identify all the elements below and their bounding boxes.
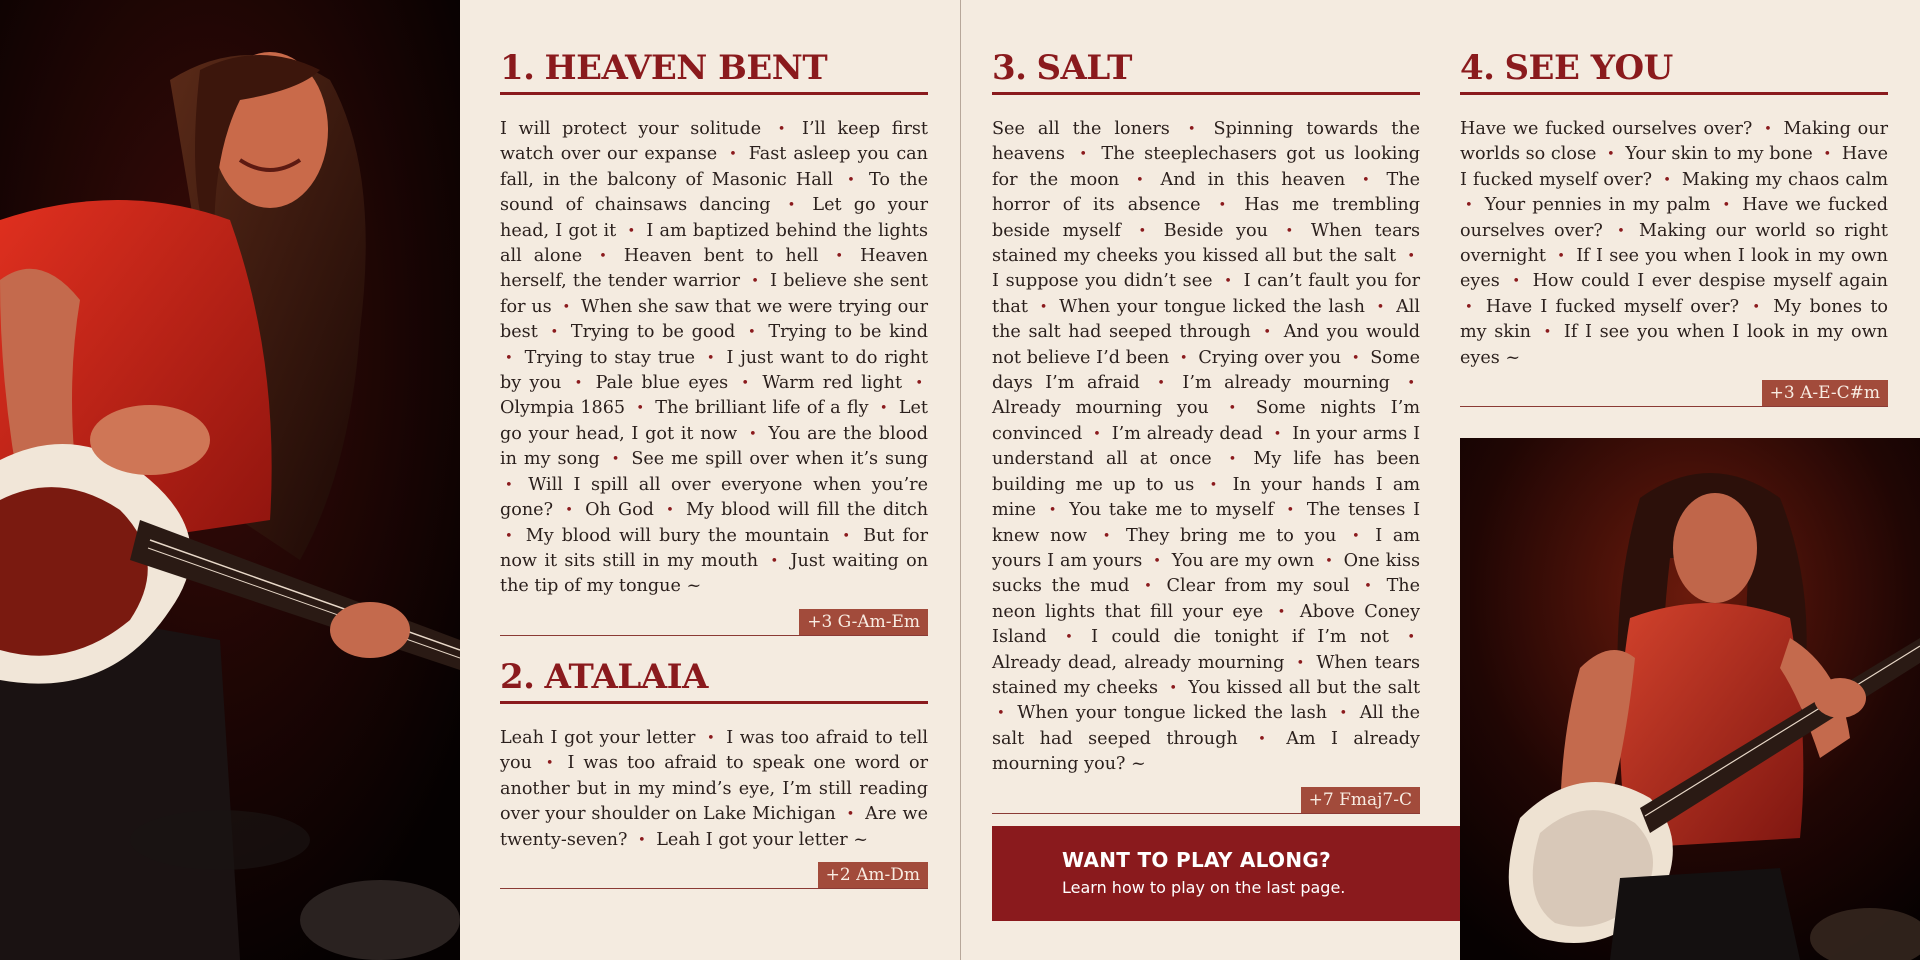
lyric-line: The horror of its absence (992, 169, 1421, 216)
bullet-separator: • (1187, 122, 1196, 137)
bullet-separator: • (1153, 553, 1161, 569)
bullet-separator: • (1512, 274, 1521, 290)
bullet-separator: • (599, 249, 607, 265)
chord-badge: +7 Fmaj7-C (1301, 787, 1420, 813)
lyric-line: Oh God (585, 500, 654, 521)
bullet-separator: • (666, 503, 674, 519)
chords-row (992, 786, 1420, 814)
lyric-line: Trying to be good (570, 322, 736, 343)
lyric-line: When she saw that we were trying our best (500, 296, 929, 343)
song-lyrics (500, 726, 928, 853)
cta-subtitle: Learn how to play on the last page. (1062, 878, 1346, 897)
chord-badge: +2 Am-Dm (818, 862, 928, 888)
lyric-line: The steeplechasers got us looking for the moon (992, 144, 1420, 190)
bullet-separator: • (636, 401, 645, 417)
lyric-line: Are we twenty-seven? (500, 804, 928, 850)
bullet-separator: • (1407, 630, 1416, 646)
lyric-line: When tears stained my cheeks (992, 652, 1421, 698)
lyric-line: I am baptized behind the lights all alone (500, 220, 929, 267)
bullet-separator: • (1179, 350, 1188, 366)
lyric-line: See me spill over when it’s sung (631, 449, 928, 470)
song-lyrics (500, 117, 928, 600)
bullet-separator: • (1362, 172, 1370, 188)
lyric-line: You kissed all but the salt (1188, 677, 1421, 698)
bullet-separator: • (1376, 299, 1385, 315)
bullet-separator: • (1285, 223, 1294, 239)
chords-row (1460, 379, 1888, 407)
song-title: 2. ATALAIA (500, 657, 928, 704)
bullet-separator: • (1407, 376, 1415, 392)
bullet-separator: • (1543, 325, 1552, 341)
lyric-line: Have we fucked ourselves over? (1460, 195, 1889, 241)
lyric-line: Beside you (1163, 220, 1268, 241)
guitarist-photo-right (1460, 438, 1920, 960)
lyric-line: And you would not believe I’d been (992, 322, 1420, 368)
photo-left (0, 0, 460, 960)
song-lyrics (992, 117, 1420, 778)
bullet-separator: • (770, 553, 779, 569)
bullet-separator: • (1093, 426, 1101, 442)
lyric-line: You are my own (1171, 550, 1315, 571)
bullet-separator: • (1065, 630, 1073, 646)
bullet-separator: • (1351, 350, 1360, 366)
bullet-separator: • (505, 350, 513, 366)
lyric-line: I’m already mourning (1182, 373, 1390, 394)
song-title: 3. SALT (992, 48, 1420, 95)
bullet-separator: • (729, 147, 737, 163)
bullet-separator: • (842, 528, 851, 544)
bullet-separator: • (1079, 147, 1087, 163)
lyric-line: Your pennies in my palm (1484, 195, 1711, 216)
lyric-line: Clear from my soul (1166, 576, 1350, 597)
bullet-separator: • (748, 426, 757, 442)
lyric-line: Already dead, already mourning (992, 652, 1285, 673)
lyric-line: I just want to do right by you (500, 347, 929, 394)
bullet-separator: • (1663, 172, 1671, 188)
lyric-line: I will protect your solitude (500, 119, 762, 139)
bullet-separator: • (1263, 325, 1272, 341)
lyric-line: If I see you when I look in my own eyes (1460, 246, 1888, 292)
song-atalaia (500, 657, 928, 889)
guitarist-photo-left (0, 0, 460, 960)
bullet-separator: • (627, 223, 636, 239)
lyric-line: Trying to stay true (524, 347, 696, 368)
bullet-separator: • (1169, 680, 1177, 696)
song-see-you (1460, 48, 1888, 407)
bullet-separator: • (1465, 299, 1473, 315)
lyric-line: If I see you when I look in my own eyes ~ (1460, 322, 1888, 368)
lyric-line: You take me to myself (1069, 500, 1274, 521)
lyric-line: All the salt had seeped through (992, 703, 1421, 749)
lyric-line: Spinning towards the heavens (992, 119, 1421, 165)
lyric-line: One kiss sucks the mud (992, 550, 1421, 597)
lyric-line: My life has been building me up to us (992, 449, 1420, 495)
lyric-line: Have I fucked myself over? (1460, 144, 1888, 190)
bullet-separator: • (1465, 198, 1473, 214)
lyric-line: Some nights I’m convinced (992, 398, 1421, 444)
bullet-separator: • (1296, 655, 1305, 671)
bullet-separator: • (1224, 274, 1232, 290)
lyric-line: When tears stained my cheeks you kissed all but the salt (992, 220, 1421, 267)
lyric-line: But for now it sits still in my mouth (500, 525, 929, 571)
bullet-separator: • (1136, 172, 1144, 188)
bullet-separator: • (706, 350, 715, 366)
bullet-separator: • (846, 807, 855, 823)
lyric-line: I believe she sent for us (500, 271, 929, 317)
lyric-line: In your arms I understand all at once (992, 423, 1421, 470)
song-heaven-bent (500, 48, 928, 636)
bullet-separator: • (1407, 249, 1415, 265)
lyric-line: I am yours I am yours (992, 525, 1421, 571)
bullet-separator: • (1339, 706, 1348, 722)
lyric-line: Warm red light (762, 373, 903, 394)
bullet-separator: • (1277, 604, 1286, 620)
lyric-line: My bones to my skin (1460, 296, 1888, 343)
bullet-separator: • (1228, 401, 1237, 417)
play-along-banner (992, 826, 1460, 921)
bullet-separator: • (1823, 147, 1832, 163)
lyric-line: Have we fucked ourselves over? (1460, 119, 1753, 139)
lyric-line: The brilliant life of a fly (655, 398, 869, 419)
bullet-separator: • (505, 528, 513, 544)
bullet-separator: • (505, 477, 513, 493)
lyric-line: Pale blue eyes (595, 373, 729, 394)
lyric-line: I was too afraid to tell you (500, 728, 929, 774)
bullet-separator: • (847, 172, 855, 188)
bullet-separator: • (1228, 452, 1237, 468)
lyric-line: Already mourning you (992, 398, 1209, 419)
lyric-line: Leah I got your letter ~ (656, 829, 869, 850)
lyric-line: I was too afraid to speak one word or another but in my mind’s eye, I’m still reading over your shoulder on Lake Michigan (500, 753, 929, 825)
lyric-line: All the salt had seeped through (992, 296, 1421, 343)
chord-badge: +3 A-E-C#m (1762, 380, 1888, 406)
lyric-line: See all the loners (992, 119, 1170, 139)
lyric-line: I suppose you didn’t see (992, 271, 1213, 292)
bullet-separator: • (1144, 579, 1152, 595)
lyric-line: You are the blood in my song (500, 423, 929, 470)
lyric-line: Heaven herself, the tender warrior (500, 246, 929, 292)
lyric-line: When your tongue licked the lash (1059, 296, 1365, 317)
lyric-line: And in this heaven (1160, 169, 1346, 190)
bullet-separator: • (1286, 503, 1295, 519)
lyric-line: Your skin to my bone (1625, 144, 1813, 165)
lyric-line: Trying to be kind (768, 322, 929, 343)
chords-row (500, 608, 928, 636)
bullet-separator: • (1764, 122, 1772, 137)
lyric-line: Crying over you (1198, 347, 1342, 368)
lyric-line: Heaven bent to hell (623, 246, 819, 267)
lyric-line: Olympia 1865 (500, 398, 626, 419)
chords-row (500, 861, 928, 889)
lyric-line: Leah I got your letter (500, 728, 696, 748)
bullet-separator: • (637, 832, 646, 848)
bullet-separator: • (550, 325, 559, 341)
bullet-separator: • (915, 376, 924, 392)
lyric-line: Will I spill all over everyone when you’re gone? (500, 474, 928, 521)
bullet-separator: • (777, 122, 786, 137)
lyric-line: Making our worlds so close (1460, 119, 1888, 165)
bullet-separator: • (787, 198, 796, 214)
bullet-separator: • (1102, 528, 1111, 544)
lyric-line: In your hands I am mine (992, 474, 1421, 521)
lyric-line: They bring me to you (1125, 525, 1337, 546)
bullet-separator: • (562, 299, 571, 315)
bullet-separator: • (1752, 299, 1760, 315)
lyric-line: Have I fucked myself over? (1485, 296, 1740, 317)
bullet-separator: • (565, 503, 573, 519)
lyric-line: I can’t fault you for that (992, 271, 1421, 317)
lyric-line: Am I already mourning you? ~ (992, 728, 1420, 775)
lyric-line: Has me trembling beside myself (992, 195, 1420, 241)
photo-right (1460, 438, 1920, 960)
bullet-separator: • (751, 274, 759, 290)
bullet-separator: • (1607, 147, 1615, 163)
song-lyrics (1460, 117, 1888, 371)
lyric-line: I could die tonight if I’m not (1091, 627, 1389, 648)
bullet-separator: • (1209, 477, 1218, 493)
bullet-separator: • (879, 401, 888, 417)
song-salt (992, 48, 1420, 814)
bullet-separator: • (1048, 503, 1057, 519)
bullet-separator: • (545, 756, 554, 772)
bullet-separator: • (835, 249, 844, 265)
bullet-separator: • (1364, 579, 1372, 595)
lyric-line: My blood will fill the ditch (685, 500, 929, 521)
lyric-line: The neon lights that fill your eye (992, 576, 1421, 622)
lyric-line: I’m already dead (1111, 423, 1263, 444)
lyric-line: Above Coney Island (992, 601, 1421, 648)
bullet-separator: • (741, 376, 750, 392)
bullet-separator: • (1722, 198, 1731, 214)
lyric-line: To the sound of chainsaws dancing (500, 169, 929, 216)
bullet-separator: • (1352, 528, 1360, 544)
bullet-separator: • (1617, 223, 1625, 239)
bullet-separator: • (1557, 249, 1565, 265)
bullet-separator: • (611, 452, 620, 468)
bullet-separator: • (1157, 376, 1165, 392)
lyric-line: Some days I’m afraid (992, 347, 1420, 394)
bullet-separator: • (1039, 299, 1048, 315)
bullet-separator: • (748, 325, 756, 341)
lyric-line: When your tongue licked the lash (1017, 703, 1327, 724)
lyric-line: I’ll keep first watch over our expanse (500, 119, 928, 165)
bullet-separator: • (1325, 553, 1333, 569)
bullet-separator: • (1218, 198, 1227, 214)
bullet-separator: • (1138, 223, 1147, 239)
bullet-separator: • (1273, 426, 1282, 442)
bullet-separator: • (997, 706, 1005, 722)
lyric-line: Let go your head, I got it (500, 195, 928, 241)
lyric-line: Fast asleep you can fall, in the balcony of Masonic Hall (500, 144, 928, 190)
lyric-line: My blood will bury the mountain (525, 525, 830, 546)
cta-title: WANT TO PLAY ALONG? (1062, 848, 1331, 872)
lyric-line: The tenses I knew now (992, 500, 1421, 546)
bullet-separator: • (574, 376, 583, 392)
bullet-separator: • (1258, 731, 1266, 747)
lyric-line: How could I ever despise myself again (1532, 271, 1889, 292)
lyric-line: Just waiting on the tip of my tongue ~ (500, 550, 929, 597)
lyric-line: Making my chaos calm (1681, 169, 1889, 190)
song-title: 4. SEE YOU (1460, 48, 1888, 95)
lyric-line: Making our world so right overnight (1460, 220, 1888, 267)
lyric-line: Let go your head, I got it now (500, 398, 928, 444)
page-fold (960, 0, 961, 960)
song-title: 1. HEAVEN BENT (500, 48, 928, 95)
chord-badge: +3 G-Am-Em (799, 609, 928, 635)
bullet-separator: • (706, 731, 715, 746)
